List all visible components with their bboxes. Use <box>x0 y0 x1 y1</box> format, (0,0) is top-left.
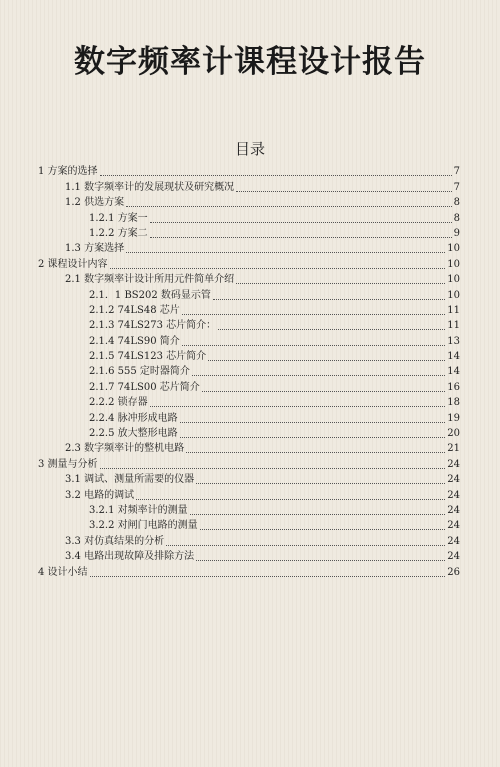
toc-entry[interactable] <box>38 502 460 517</box>
toc-entry[interactable] <box>38 394 460 409</box>
toc-entry[interactable] <box>38 440 460 455</box>
toc-entry-page: 19 <box>447 412 460 424</box>
toc-entry-title: 1.1 数字频率计的发展现状及研究概况 <box>65 181 235 193</box>
toc-entry[interactable] <box>38 363 460 378</box>
toc-entry-title: 2.1.7 74LS00 芯片简介 <box>89 381 200 393</box>
toc-dot-leader <box>218 328 445 330</box>
toc-entry[interactable] <box>38 486 460 501</box>
toc-dot-leader <box>126 205 452 207</box>
toc-entry-title: 1.2.2 方案二 <box>89 227 148 239</box>
toc-dot-leader <box>192 374 445 376</box>
toc-entry-title: 2 课程设计内容 <box>38 258 108 270</box>
toc-entry-page: 14 <box>447 366 460 378</box>
toc-dot-leader <box>236 190 452 192</box>
toc-entry-page: 18 <box>447 397 460 409</box>
toc-dot-leader <box>110 267 446 269</box>
toc-entry-page: 24 <box>447 458 460 470</box>
toc-entry-title: 2.3 数字频率计的整机电路 <box>65 443 185 455</box>
toc-entry-title: 1.2.1 方案一 <box>89 212 148 224</box>
toc-entry-page: 20 <box>447 428 460 440</box>
toc-entry-page: 16 <box>447 381 460 393</box>
toc-entry[interactable] <box>38 271 460 286</box>
toc-entry[interactable] <box>38 163 460 178</box>
toc-entry-page: 9 <box>453 227 460 239</box>
toc-entry-page: 8 <box>453 197 460 209</box>
toc-entry-page: 24 <box>447 520 460 532</box>
toc-entry-title: 2.1.6 555 定时器简介 <box>89 366 190 378</box>
toc-entry-title: 3.4 电路出现故障及排除方法 <box>65 551 195 563</box>
toc-entry[interactable] <box>38 517 460 532</box>
toc-entry-page: 14 <box>447 351 460 363</box>
toc-entry[interactable] <box>38 209 460 224</box>
toc-entry-title: 2.1.4 74LS90 简介 <box>89 335 180 347</box>
toc-entry-title: 2.1．1 BS202 数码显示管 <box>89 289 211 301</box>
toc-dot-leader <box>166 544 445 546</box>
toc-entry[interactable] <box>38 532 460 547</box>
toc-dot-leader <box>196 482 445 484</box>
toc-dot-leader <box>150 221 452 223</box>
toc-entry[interactable] <box>38 240 460 255</box>
toc-entry-page: 24 <box>447 551 460 563</box>
toc-entry[interactable] <box>38 548 460 563</box>
toc-dot-leader <box>182 313 446 315</box>
toc-entry[interactable] <box>38 255 460 270</box>
toc-dot-leader <box>182 344 446 346</box>
toc-entry-page: 10 <box>447 274 460 286</box>
toc-dot-leader <box>200 528 446 530</box>
toc-dot-leader <box>90 575 446 577</box>
toc-entry-title: 2.1 数字频率计设计所用元件简单介绍 <box>65 274 235 286</box>
toc-entry-title: 3.2 电路的调试 <box>65 489 135 501</box>
toc-entry-title: 3.2.2 对闸门电路的测量 <box>89 520 198 532</box>
toc-entry[interactable] <box>38 332 460 347</box>
toc-dot-leader <box>180 436 446 438</box>
toc-dot-leader <box>186 451 445 453</box>
toc-entry-page: 24 <box>447 535 460 547</box>
toc-entry-title: 1.2 供选方案 <box>65 197 125 209</box>
toc-dot-leader <box>100 174 452 176</box>
toc-entry[interactable] <box>38 378 460 393</box>
toc-dot-leader <box>208 359 445 361</box>
toc-entry-page: 7 <box>453 166 460 178</box>
toc-entry-page: 24 <box>447 474 460 486</box>
toc-entry[interactable] <box>38 178 460 193</box>
toc-entry[interactable] <box>38 425 460 440</box>
document-title: 数字频率计课程设计报告 <box>74 44 426 80</box>
toc-entry-title: 3.1 调试、测量所需要的仪器 <box>65 474 195 486</box>
toc-dot-leader <box>236 282 445 284</box>
toc-entry-title: 2.1.5 74LS123 芯片简介 <box>89 351 207 363</box>
toc-heading: 目录 <box>234 140 265 158</box>
toc-entry[interactable] <box>38 194 460 209</box>
toc-dot-leader <box>180 421 446 423</box>
toc-entry-title: 1 方案的选择 <box>38 166 98 178</box>
toc-entry-page: 24 <box>447 504 460 516</box>
toc-entry-title: 4 设计小结 <box>38 566 88 578</box>
toc-entry-page: 10 <box>447 289 460 301</box>
toc-dot-leader <box>100 467 446 469</box>
toc-dot-leader <box>126 251 445 253</box>
toc-entry[interactable] <box>38 286 460 301</box>
toc-entry-page: 7 <box>453 181 460 193</box>
toc-dot-leader <box>213 298 445 300</box>
toc-entry[interactable] <box>38 563 460 578</box>
toc-entry[interactable] <box>38 409 460 424</box>
table-of-contents <box>38 163 460 579</box>
toc-entry-title: 3 测量与分析 <box>38 458 98 470</box>
toc-entry[interactable] <box>38 455 460 470</box>
toc-entry-page: 11 <box>447 320 460 332</box>
toc-entry-title: 2.2.2 锁存器 <box>89 397 148 409</box>
toc-entry-title: 2.1.3 74LS273 芯片简介： <box>89 320 217 332</box>
toc-entry-title: 3.3 对仿真结果的分析 <box>65 535 165 547</box>
toc-entry-title: 2.2.4 脉冲形成电路 <box>89 412 178 424</box>
toc-entry[interactable] <box>38 302 460 317</box>
toc-entry-title: 2.1.2 74LS48 芯片 <box>89 304 180 316</box>
toc-dot-leader <box>202 390 446 392</box>
toc-entry-page: 8 <box>453 212 460 224</box>
toc-entry-page: 11 <box>447 304 460 316</box>
toc-dot-leader <box>196 559 445 561</box>
toc-entry-title: 2.2.5 放大整形电路 <box>89 428 178 440</box>
toc-entry-page: 26 <box>447 566 460 578</box>
toc-entry-page: 13 <box>447 335 460 347</box>
toc-entry-page: 10 <box>447 258 460 270</box>
toc-entry-page: 21 <box>447 443 460 455</box>
toc-dot-leader <box>150 405 446 407</box>
toc-entry[interactable] <box>38 317 460 332</box>
toc-entry[interactable] <box>38 225 460 240</box>
toc-entry-page: 24 <box>447 489 460 501</box>
toc-entry[interactable] <box>38 348 460 363</box>
toc-dot-leader <box>150 236 452 238</box>
toc-entry-title: 1.3 方案选择 <box>65 243 125 255</box>
toc-dot-leader <box>190 513 446 515</box>
toc-entry-title: 3.2.1 对频率计的测量 <box>89 504 188 516</box>
toc-entry[interactable] <box>38 471 460 486</box>
toc-dot-leader <box>136 498 445 500</box>
toc-entry-page: 10 <box>447 243 460 255</box>
